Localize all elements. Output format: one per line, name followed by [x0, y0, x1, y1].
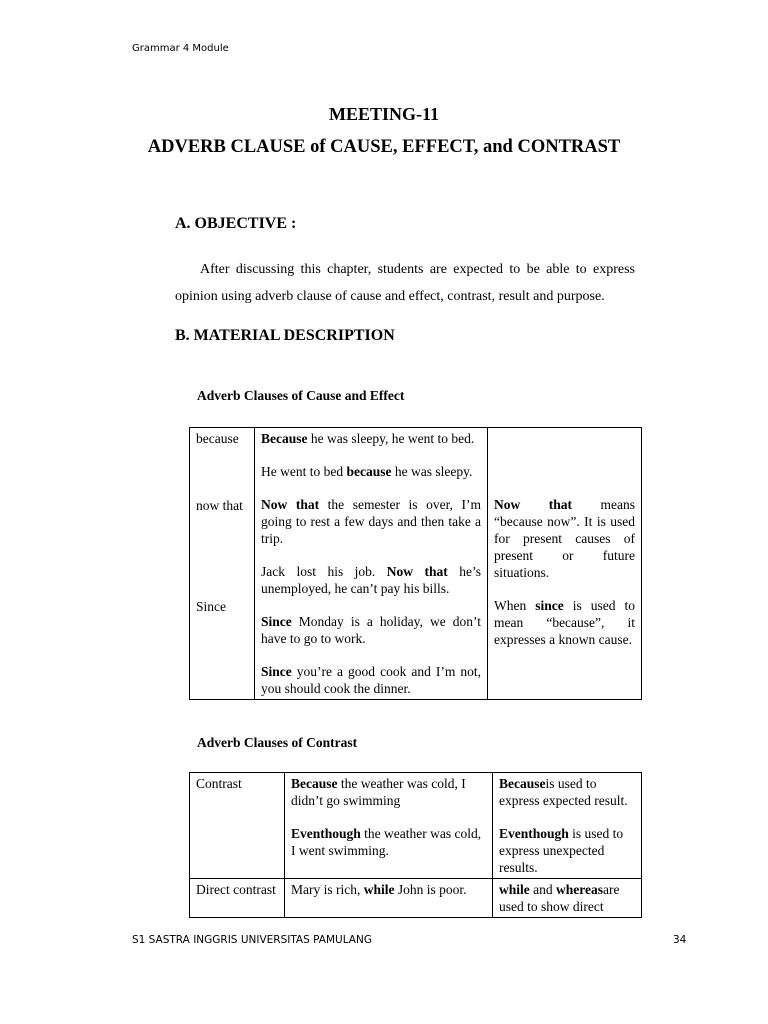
example-sentence: Since you’re a good cook and I’m not, you should cook the dinner. [261, 664, 481, 696]
label-now-that: now that [196, 498, 243, 513]
contrast-table [189, 772, 642, 918]
table-row [190, 428, 642, 700]
footer-institution: S1 SASTRA INGGRIS UNIVERSITAS PAMULANG [132, 934, 372, 946]
note-text: while and whereasare used to show direct [499, 882, 620, 914]
objective-heading: A. OBJECTIVE : [175, 215, 297, 232]
table2-title: Adverb Clauses of Contrast [197, 735, 358, 750]
table1-title: Adverb Clauses of Cause and Effect [197, 388, 405, 403]
example-sentence: Because the weather was cold, I didn’t go swimming [291, 776, 466, 808]
meeting-heading: MEETING-11 [328, 104, 439, 124]
example-cell [255, 428, 488, 700]
note-text: When since is used to mean “because”, it expresses a known cause. [494, 598, 635, 647]
running-header: Grammar 4 Module [132, 43, 229, 54]
note-text: Eventhough is used to express unexpected results. [499, 826, 624, 875]
example-sentence: Now that the semester is over, I’m going to rest a few days and then take a trip. [261, 497, 481, 546]
example-sentence: Eventhough the weather was cold, I went swimming. [291, 826, 482, 858]
note-cell [493, 773, 642, 879]
label-cell [190, 879, 285, 918]
label-cell [190, 428, 255, 700]
example-sentence: Since Monday is a holiday, we don’t have to go to work. [261, 614, 481, 646]
objective-paragraph: After discussing this chapter, students are expected to be able to express opinion using adverb clause of cause and effect, contrast, result and purpose. [175, 262, 635, 304]
chapter-title: ADVERB CLAUSE of CAUSE, EFFECT, and CONTRAST [147, 137, 621, 157]
note-cell [488, 428, 642, 700]
example-cell [285, 773, 493, 879]
label-direct-contrast: Direct contrast [196, 882, 276, 897]
material-heading: B. MATERIAL DESCRIPTION [175, 327, 395, 344]
label-because: because [196, 431, 239, 446]
label-since: Since [196, 599, 226, 614]
table-row [190, 879, 642, 918]
note-cell [493, 879, 642, 918]
page-number: 34 [673, 934, 687, 946]
label-cell [190, 773, 285, 879]
label-contrast: Contrast [196, 776, 242, 791]
cause-effect-table [189, 427, 642, 700]
example-sentence: Mary is rich, while John is poor. [291, 882, 467, 897]
example-cell [285, 879, 493, 918]
example-sentence: He went to bed because he was sleepy. [261, 464, 473, 479]
note-text: Becauseis used to express expected result. [499, 776, 628, 808]
example-sentence: Jack lost his job. Now that he’s unemployed, he can’t pay his bills. [261, 564, 482, 596]
note-text: Now that means “because now”. It is used for present causes of present or future situations. [494, 497, 635, 580]
table-row [190, 773, 642, 879]
example-sentence: Because he was sleepy, he went to bed. [261, 431, 475, 446]
